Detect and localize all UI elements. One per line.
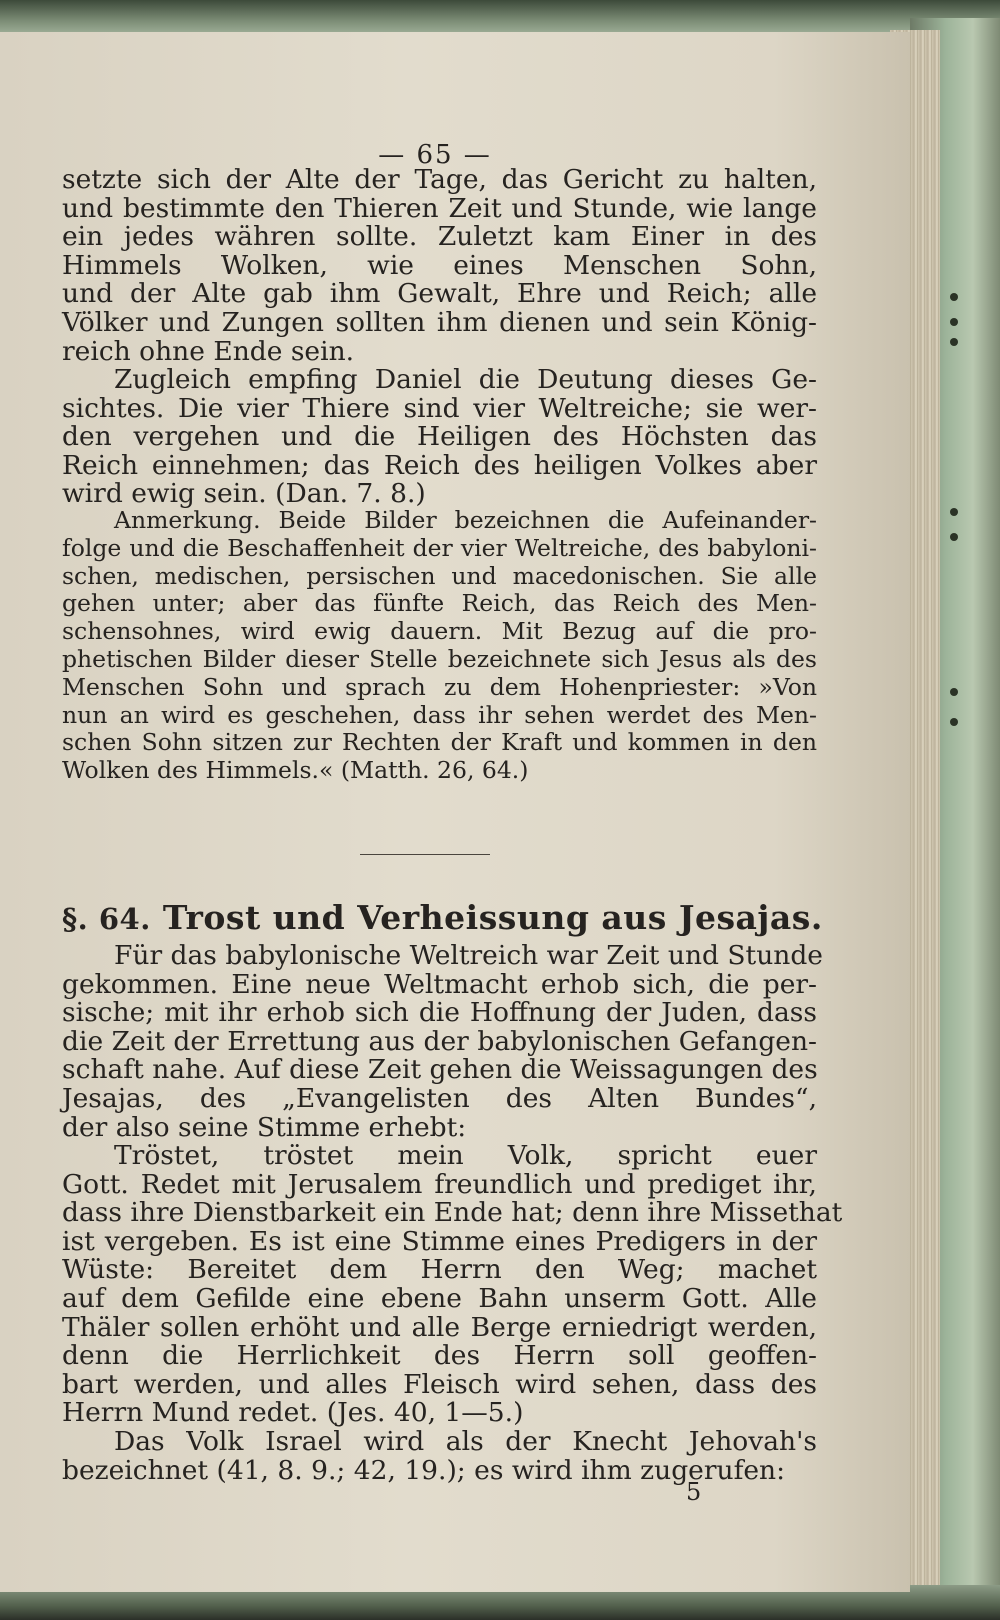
section-divider	[360, 854, 490, 855]
text-line: denn die Herrlichkeit des Herrn soll geoffen-	[62, 1340, 817, 1372]
paragraph-jesajas-intro	[62, 940, 823, 1143]
paragraph-jesajas-quote	[62, 1140, 843, 1429]
text-line: der also seine Stimme erhebt:	[62, 1111, 467, 1143]
text-line: schen Sohn sitzen zur Rechten der Kraft und kommen in den	[62, 728, 817, 757]
text-line: Reich einnehmen; das Reich des heiligen Volkes aber	[62, 449, 817, 481]
text-line: Wolken des Himmels.« (Matth. 26, 64.)	[62, 756, 529, 785]
section-title: Trost und Verheissung aus Jesajas.	[162, 898, 823, 937]
text-line: die Zeit der Errettung aus der babylonischen Gefangen-	[62, 1025, 817, 1057]
text-line: bezeichnet (41, 8. 9.; 42, 19.); es wird ihm zugerufen:	[62, 1454, 786, 1486]
text-line: Gott. Redet mit Jerusalem freundlich und prediget ihr,	[62, 1168, 817, 1200]
note-paragraph	[62, 507, 817, 785]
paragraph-volk-israel	[62, 1428, 817, 1485]
text-line: gehen unter; aber das fünfte Reich, das Reich des Men-	[62, 589, 817, 618]
text-line: Himmels Wolken, wie eines Menschen Sohn,	[62, 249, 817, 281]
text-line: sichtes. Die vier Thiere sind vier Weltreiche; sie wer-	[62, 392, 817, 424]
text-line: folge und die Beschaffenheit der vier Weltreiche, des babyloni-	[62, 533, 817, 562]
text-line: ein jedes währen sollte. Zuletzt kam Einer in des	[62, 221, 817, 253]
text-line: Wüste: Bereitet dem Herrn den Weg; machet	[62, 1254, 817, 1286]
text-line: und der Alte gab ihm Gewalt, Ehre und Reich; alle	[62, 278, 817, 310]
cover-dot	[950, 293, 958, 301]
text-line: Das Volk Israel wird als der Knecht Jehovah's	[114, 1426, 817, 1457]
cover-dot	[950, 688, 958, 696]
text-line: phetischen Bilder dieser Stelle bezeichnete sich Jesus als des	[62, 644, 817, 673]
text-line: den vergehen und die Heiligen des Höchsten das	[62, 421, 817, 453]
text-line: schensohnes, wird ewig dauern. Mit Bezug auf die pro-	[62, 617, 817, 646]
text-line: reich ohne Ende sein.	[62, 335, 355, 367]
text-line: Völker und Zungen sollten ihm dienen und sein König-	[62, 306, 817, 338]
page-number: — 65 —	[378, 140, 492, 170]
cover-dot	[950, 718, 958, 726]
text-line: dass ihre Dienstbarkeit ein Ende hat; denn ihre Missethat	[62, 1197, 843, 1229]
cover-dot	[950, 318, 958, 326]
text-line: Thäler sollen erhöht und alle Berge erniedrigt werden,	[62, 1311, 817, 1343]
text-line: Anmerkung. Beide Bilder bezeichnen die Aufeinander-	[114, 506, 817, 534]
text-line: sische; mit ihr erhob sich die Hoffnung der Juden, dass	[62, 997, 817, 1029]
text-line: auf dem Gefilde eine ebene Bahn unserm Gott. Alle	[62, 1282, 817, 1314]
text-line: nun an wird es geschehen, dass ihr sehen werdet des Men-	[62, 700, 817, 729]
signature-mark: 5	[686, 1478, 702, 1506]
text-line: Tröstet, tröstet mein Volk, spricht euer	[114, 1140, 817, 1171]
cover-dot	[950, 533, 958, 541]
text-line: gekommen. Eine neue Weltmacht erhob sich, die per-	[62, 968, 817, 1000]
section-heading	[62, 898, 822, 937]
text-line: Für das babylonische Weltreich war Zeit und Stunde	[114, 940, 823, 971]
book-page	[0, 32, 910, 1592]
text-line: schaft nahe. Auf diese Zeit gehen die Weissagungen des	[62, 1054, 818, 1086]
text-line: setzte sich der Alte der Tage, das Gericht zu halten,	[62, 164, 817, 195]
section-number: §. 64.	[62, 902, 151, 936]
text-line: Menschen Sohn und sprach zu dem Hohenpriester: »Von	[62, 672, 817, 701]
text-line: schen, medischen, persischen und macedonischen. Sie alle	[62, 561, 817, 590]
text-line: ist vergeben. Es ist eine Stimme eines Predigers in der	[62, 1225, 817, 1257]
text-line: Herrn Mund redet. (Jes. 40, 1—5.)	[62, 1397, 524, 1429]
paragraph-daniel-interpretation	[62, 366, 817, 509]
text-line: wird ewig sein. (Dan. 7. 8.)	[62, 478, 426, 510]
text-line: und bestimmte den Thieren Zeit und Stunde, wie lange	[62, 192, 817, 224]
text-line: Jesajas, des „Evangelisten des Alten Bundes“,	[62, 1082, 817, 1114]
cover-dot	[950, 338, 958, 346]
paragraph-daniel-vision	[62, 166, 817, 366]
text-line: Zugleich empfing Daniel die Deutung dieses Ge-	[114, 364, 817, 395]
cover-dot	[950, 508, 958, 516]
text-line: bart werden, und alles Fleisch wird sehen, dass des	[62, 1368, 817, 1400]
